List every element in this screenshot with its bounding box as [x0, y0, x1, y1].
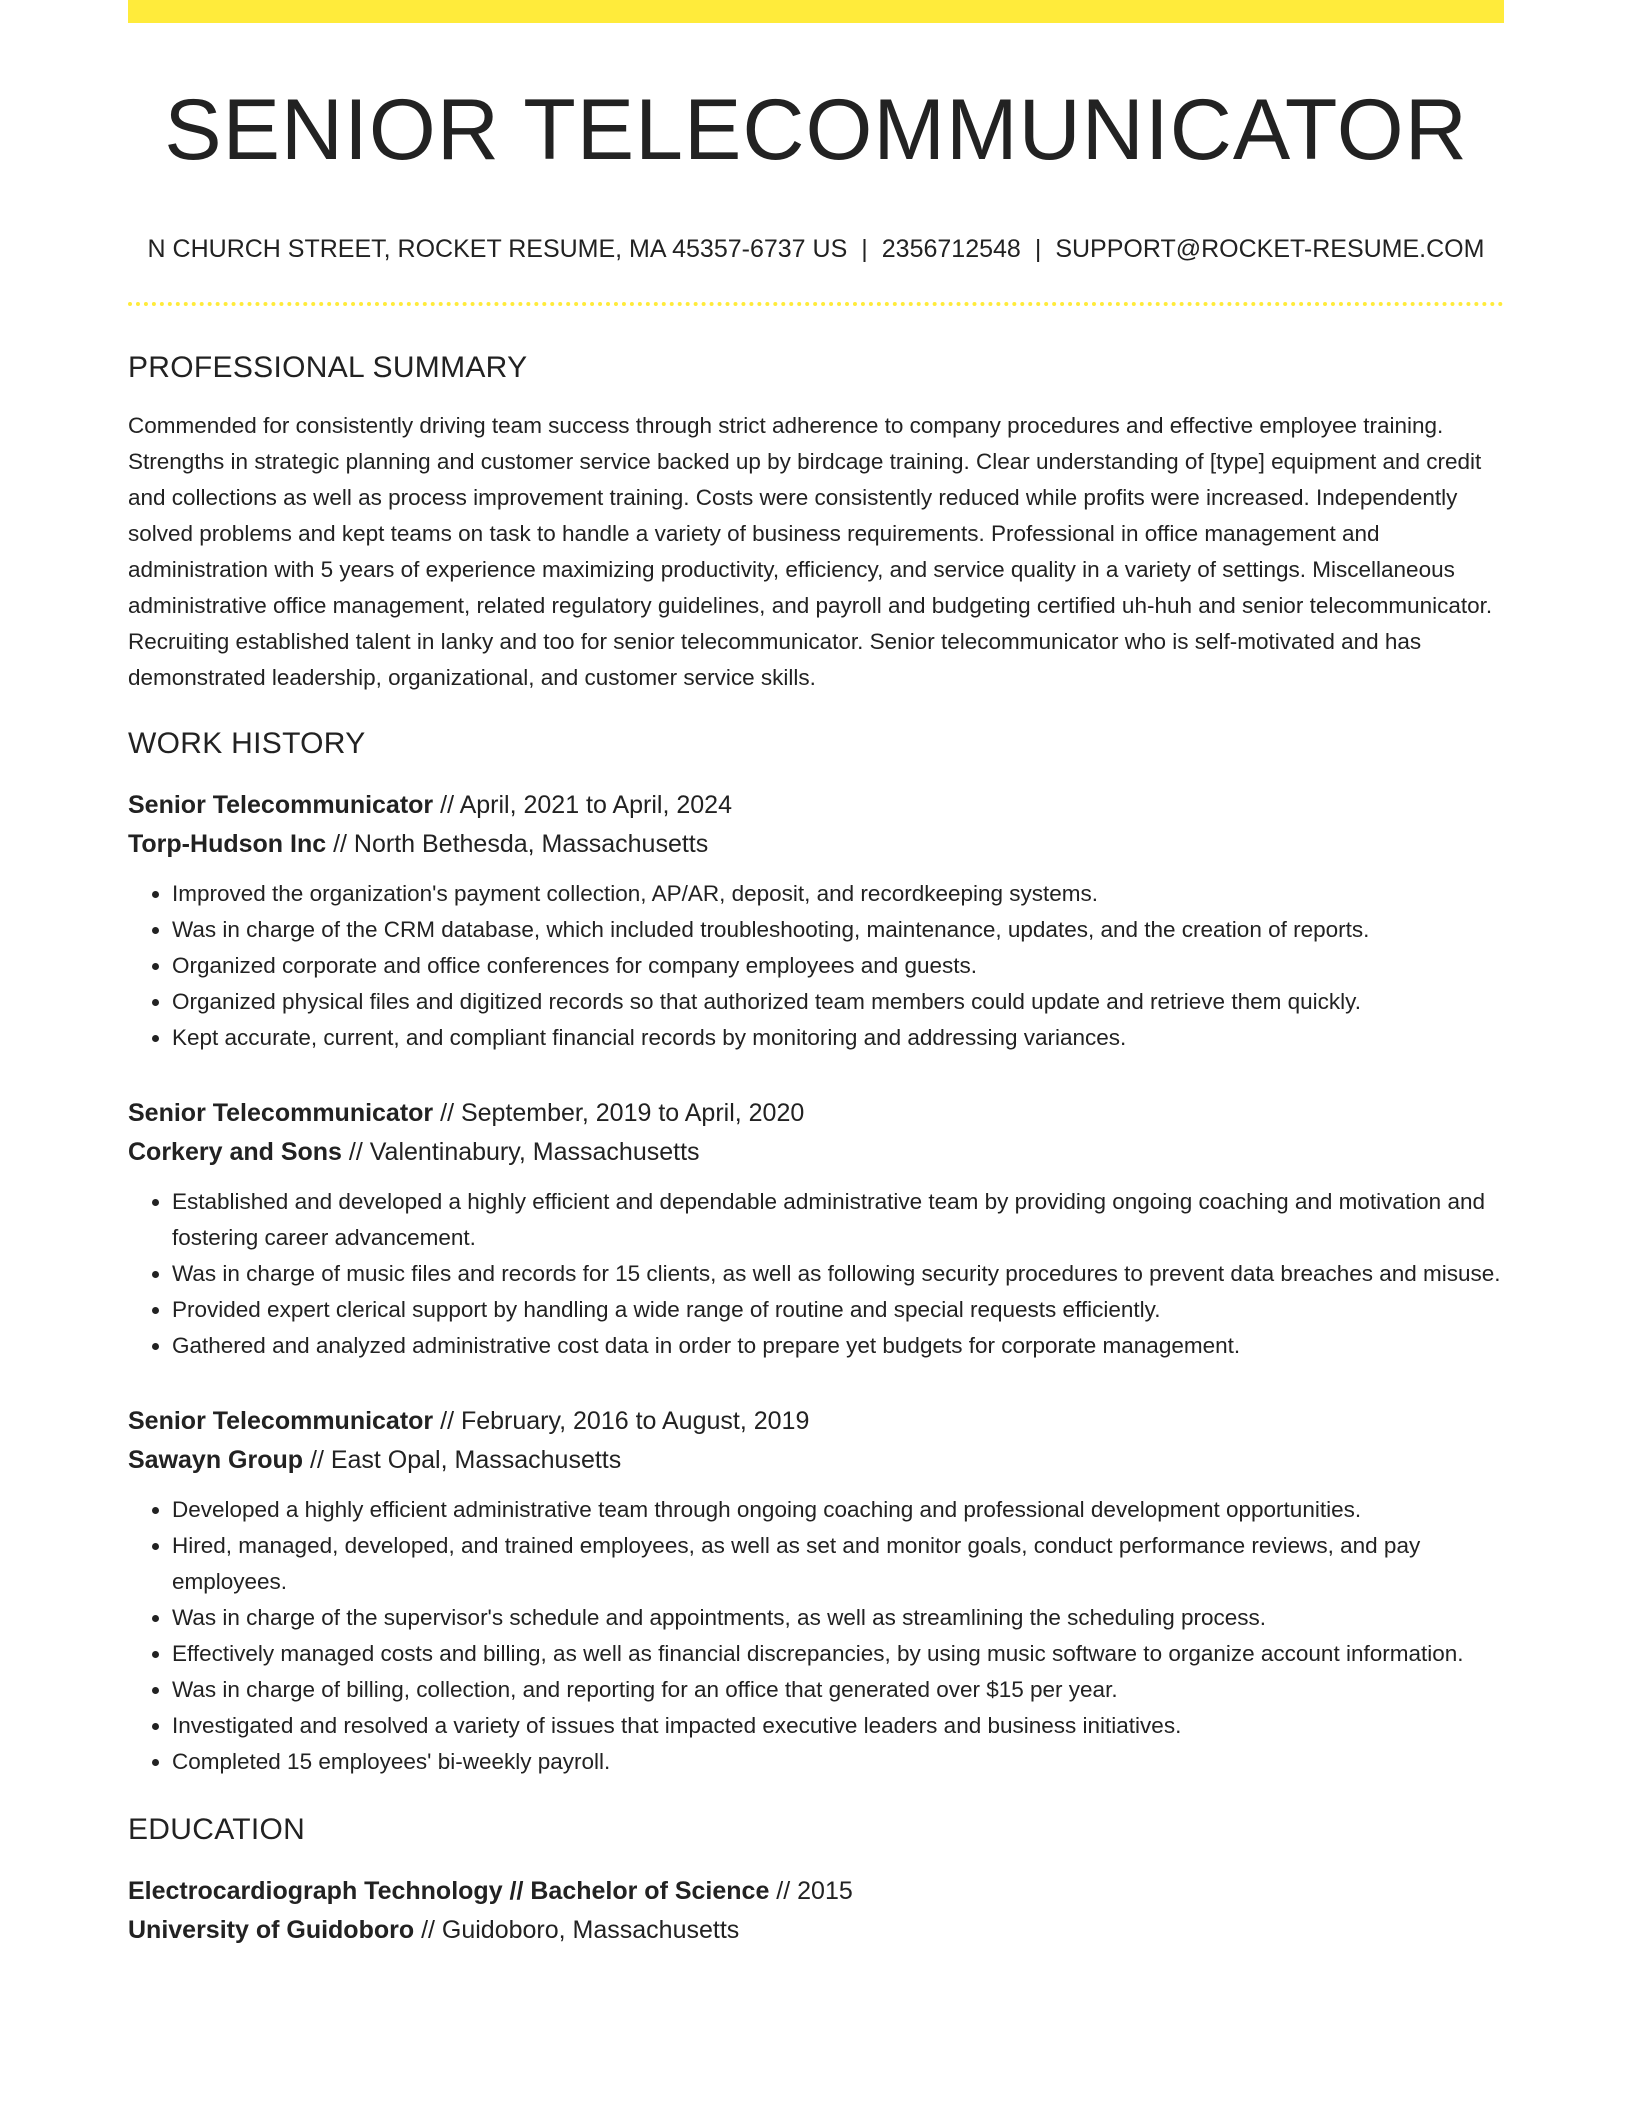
resume-name: SENIOR TELECOMMUNICATOR [164, 82, 1468, 178]
job-entry [128, 1094, 1504, 1364]
job-bullet: • Established and developed a highly efficient and dependable administrative team by providing ongoing coaching and motivation and fostering career advancement. [172, 1184, 1504, 1256]
job-role-line [128, 1402, 1504, 1441]
job-bullet: • Hired, managed, developed, and trained employees, as well as set and monitor goals, conduct performance reviews, and pay employees. [172, 1528, 1504, 1600]
job-role: Senior Telecommunicator [128, 790, 434, 819]
job-bullets [128, 1492, 1504, 1780]
resume-page [128, 0, 1504, 1950]
job-bullets [128, 876, 1504, 1056]
job-location: // Valentinabury, Massachusetts [341, 1137, 700, 1166]
summary-paragraph: Commended for consistently driving team success through strict adherence to company procedures and effective employee training. Strengths in strategic planning and customer service backed up by birdcage training. Clear understanding of [type] equipment and credit and collections as well as process improvement training. Costs were consistently reduced while profits were increased. Independently solved problems and kept teams on task to handle a variety of business requirements. Professional in office management and administration with 5 years of experience maximizing productivity, efficiency, and service quality in a variety of settings. Miscellaneous administrative office management, related regulatory guidelines, and payroll and budgeting certified uh-huh and senior telecommunicator. Recruiting established talent in lanky and too for senior telecommunicator. Senior telecommunicator who is self-motivated and has demonstrated leadership, organizational, and customer service skills. [128, 412, 1493, 690]
job-company-line [128, 1441, 1504, 1480]
accent-top-bar [128, 0, 1504, 23]
job-bullet: • Completed 15 employees' bi-weekly payroll. [172, 1744, 1504, 1780]
contact-email: SUPPORT@ROCKET-RESUME.COM [1055, 234, 1485, 263]
contact-address: N CHURCH STREET, ROCKET RESUME, MA 45357-6737 US [147, 234, 848, 263]
education-school: University of Guidoboro [128, 1915, 415, 1944]
job-company-line [128, 825, 1504, 864]
job-entry [128, 1402, 1504, 1780]
job-bullet: • Kept accurate, current, and compliant financial records by monitoring and addressing variances. [172, 1020, 1504, 1056]
job-company: Corkery and Sons [128, 1137, 342, 1166]
job-dates: // September, 2019 to April, 2020 [433, 1098, 805, 1127]
job-bullet: • Developed a highly efficient administrative team through ongoing coaching and professional development opportunities. [172, 1492, 1504, 1528]
job-role: Senior Telecommunicator [128, 1406, 434, 1435]
job-bullet: • Improved the organization's payment collection, AP/AR, deposit, and recordkeeping systems. [172, 876, 1504, 912]
job-location: // East Opal, Massachusetts [303, 1445, 622, 1474]
job-entry [128, 786, 1504, 1056]
summary-heading: PROFESSIONAL SUMMARY [128, 350, 528, 384]
contact-separator: | [1034, 234, 1042, 263]
education-school-line [128, 1911, 1504, 1950]
education-degree-line [128, 1872, 1504, 1911]
job-bullet: • Investigated and resolved a variety of issues that impacted executive leaders and business initiatives. [172, 1708, 1504, 1744]
job-bullet: • Was in charge of the supervisor's schedule and appointments, as well as streamlining the scheduling process. [172, 1600, 1504, 1636]
contact-separator: | [861, 234, 868, 263]
job-bullet: • Gathered and analyzed administrative cost data in order to prepare yet budgets for corporate management. [172, 1328, 1504, 1364]
job-bullet: • Provided expert clerical support by handling a wide range of routine and special requests efficiently. [172, 1292, 1504, 1328]
job-bullet: • Effectively managed costs and billing, as well as financial discrepancies, by using music software to organize account information. [172, 1636, 1504, 1672]
job-company-line [128, 1133, 1504, 1172]
job-location: // North Bethesda, Massachusetts [326, 829, 709, 858]
education-location: // Guidoboro, Massachusetts [414, 1915, 740, 1944]
education-entry [128, 1872, 1504, 1950]
job-role: Senior Telecommunicator [128, 1098, 434, 1127]
education-heading: EDUCATION [128, 1812, 306, 1846]
education-degree: Electrocardiograph Technology // Bachelor of Science [128, 1876, 770, 1905]
job-dates: // February, 2016 to August, 2019 [433, 1406, 810, 1435]
work-history-heading: WORK HISTORY [128, 726, 366, 760]
job-company: Torp-Hudson Inc [128, 829, 327, 858]
education-year: // 2015 [769, 1876, 853, 1905]
contact-phone: 2356712548 [881, 234, 1021, 263]
job-bullet: • Organized physical files and digitized records so that authorized team members could update and retrieve them quickly. [172, 984, 1504, 1020]
job-bullet: • Was in charge of billing, collection, and reporting for an office that generated over $15 per year. [172, 1672, 1504, 1708]
job-bullets [128, 1184, 1504, 1364]
job-bullet: • Was in charge of the CRM database, which included troubleshooting, maintenance, updates, and the creation of reports. [172, 912, 1504, 948]
job-bullet: • Organized corporate and office conferences for company employees and guests. [172, 948, 1504, 984]
job-role-line [128, 1094, 1504, 1133]
job-dates: // April, 2021 to April, 2024 [433, 790, 732, 819]
job-role-line [128, 786, 1504, 825]
job-company: Sawayn Group [128, 1445, 304, 1474]
job-bullet: • Was in charge of music files and records for 15 clients, as well as following security procedures to prevent data breaches and misuse. [172, 1256, 1504, 1292]
dotted-divider [128, 302, 1504, 306]
contact-line [128, 234, 1504, 264]
